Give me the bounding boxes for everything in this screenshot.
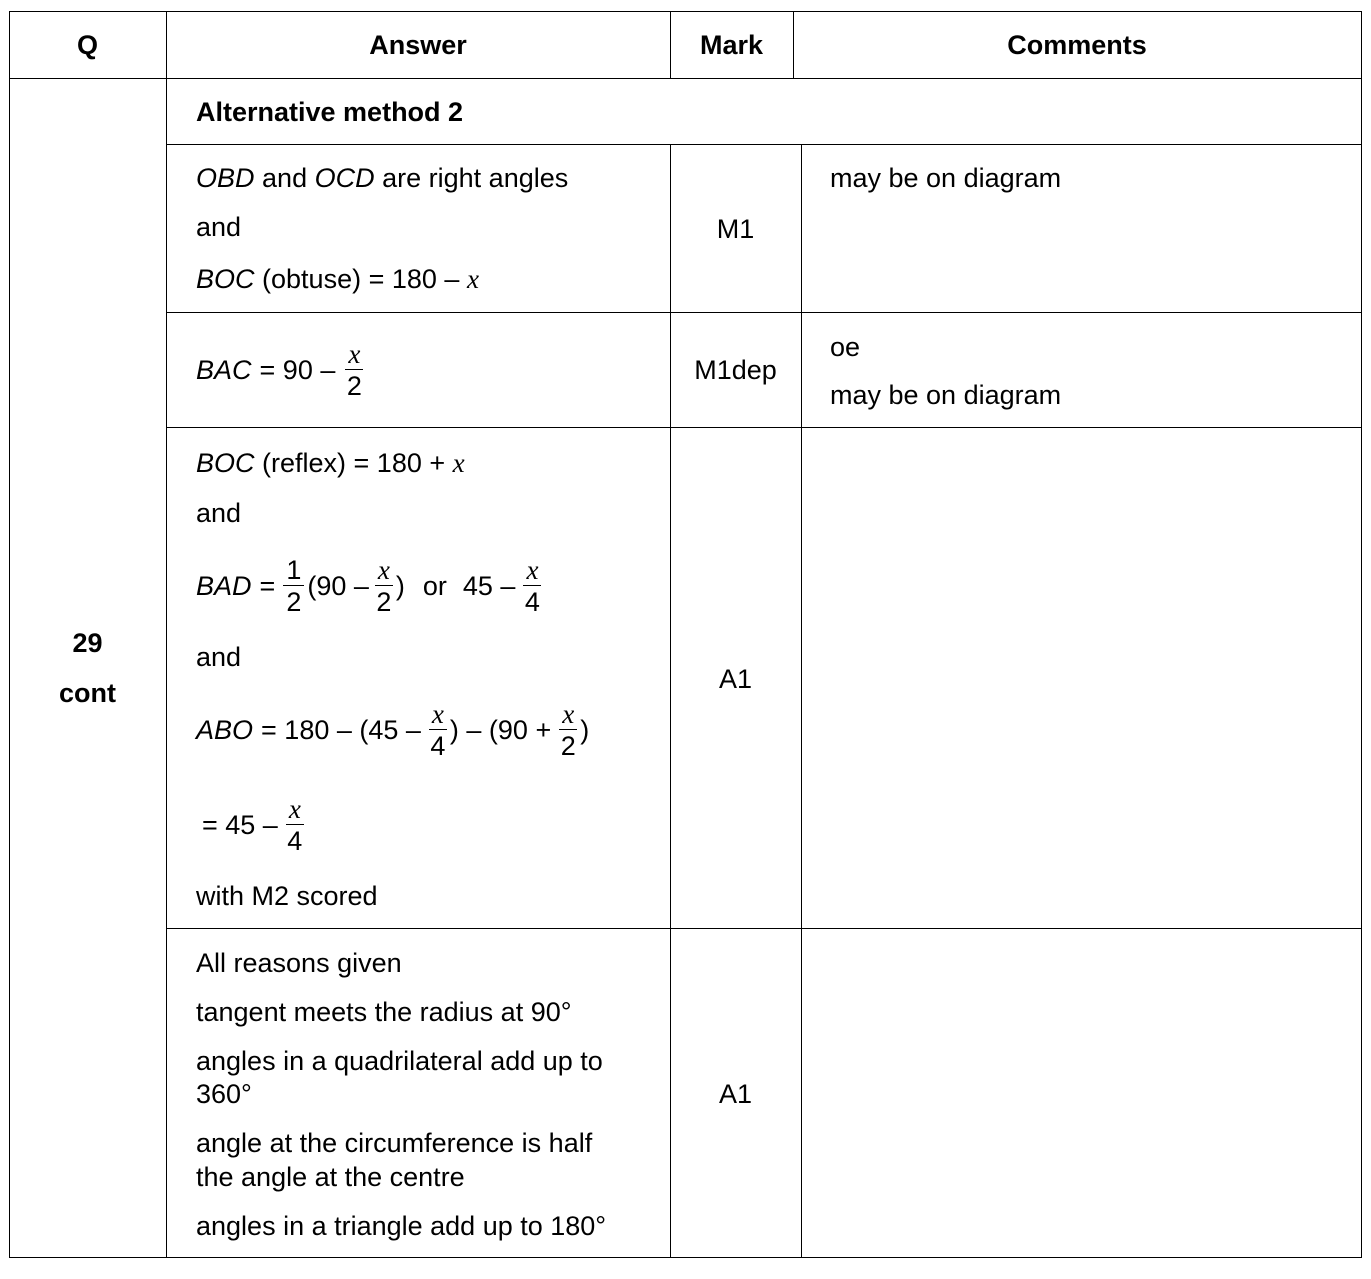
question-cont: cont <box>59 678 116 708</box>
fraction-denominator: 2 <box>560 731 576 761</box>
reasons-heading: All reasons given <box>196 948 402 978</box>
row2-equation <box>196 336 366 404</box>
angle-boc: BOC <box>196 264 255 294</box>
angle-bac: BAC <box>196 354 252 385</box>
q-column-divider <box>166 11 167 1258</box>
angle-ocd: OCD <box>314 163 375 193</box>
fraction-numerator: x <box>429 700 447 730</box>
fraction-x-over-4 <box>286 795 304 856</box>
row3-with-m2: with M2 scored <box>196 881 378 911</box>
mark-column-divider <box>801 144 802 1258</box>
bad-open-paren: (90 – <box>307 570 369 601</box>
header-bottom-border <box>9 78 1362 79</box>
table-right-border <box>1361 11 1362 1258</box>
header-q: Q <box>76 30 98 60</box>
row3-reflex-text: (reflex) = 180 + <box>262 448 446 478</box>
variable-x: x <box>466 264 479 294</box>
fraction-x-over-4 <box>523 556 541 617</box>
fraction-numerator: x <box>345 340 363 370</box>
angle-abo: ABO <box>196 714 254 745</box>
angle-boc-reflex: BOC <box>196 448 255 478</box>
row2-eq-text: = 90 – <box>259 354 336 385</box>
fraction-denominator: 2 <box>346 371 362 401</box>
row3-line1 <box>196 450 465 477</box>
row2-bottom-border <box>166 427 1362 428</box>
row3-abo-equation <box>196 696 589 764</box>
reason-circumference-2: the angle at the centre <box>196 1162 465 1192</box>
row3-bottom-border <box>166 928 1362 929</box>
reason-quadrilateral-1: angles in a quadrilateral add up to <box>196 1046 603 1076</box>
row1-line2: and <box>196 212 242 242</box>
table-top-border <box>9 11 1362 12</box>
row3-bad-equation <box>196 552 544 620</box>
angle-bad: BAD <box>196 570 252 601</box>
fraction-numerator: x <box>375 556 393 586</box>
row1-right-angles-text: are right angles <box>382 163 569 193</box>
reason-circumference-1: angle at the circumference is half <box>196 1128 593 1158</box>
question-number: 29 <box>72 628 103 658</box>
row1-obtuse-text: (obtuse) = 180 – <box>262 264 460 294</box>
reason-tangent: tangent meets the radius at 90° <box>196 997 572 1027</box>
bad-alt: 45 – <box>462 570 516 601</box>
header-comments: Comments <box>1007 30 1147 60</box>
row3-result-equation <box>202 791 307 859</box>
fraction-x-over-2 <box>559 700 577 761</box>
fraction-numerator: x <box>559 700 577 730</box>
row3-and-2: and <box>196 642 242 672</box>
row2-mark: M1dep <box>694 355 777 385</box>
table-bottom-border <box>9 1257 1362 1258</box>
fraction-denominator: 2 <box>286 587 302 617</box>
fraction-denominator: 4 <box>430 731 446 761</box>
row4-mark: A1 <box>718 1079 753 1109</box>
method-title: Alternative method 2 <box>196 97 464 127</box>
abo-part-a: = 180 – (45 – <box>261 714 421 745</box>
variable-x: x <box>452 448 465 478</box>
row2-comment-oe: oe <box>830 332 861 362</box>
row2-comment: may be on diagram <box>830 380 1062 410</box>
angle-obd: OBD <box>196 163 255 193</box>
fraction-denominator: 4 <box>287 826 303 856</box>
row1-line1 <box>196 165 568 192</box>
fraction-x-over-2 <box>345 340 363 401</box>
row3-mark: A1 <box>718 664 753 694</box>
fraction-denominator: 2 <box>376 587 392 617</box>
bad-close-paren: ) <box>395 570 405 601</box>
reason-triangle: angles in a triangle add up to 180° <box>196 1211 607 1241</box>
fraction-one-half <box>283 556 304 617</box>
fraction-numerator: x <box>286 795 304 825</box>
header-answer: Answer <box>369 30 467 60</box>
abo-part-c: ) <box>580 714 590 745</box>
fraction-numerator: 1 <box>283 556 304 586</box>
result-text: = 45 – <box>202 809 278 840</box>
row1-bottom-border <box>166 312 1362 313</box>
bad-or: or <box>422 570 447 601</box>
fraction-x-over-4 <box>429 700 447 761</box>
row1-mark: M1 <box>716 214 755 244</box>
bad-equals: = <box>259 570 276 601</box>
method-title-bottom-border <box>166 144 1362 145</box>
row1-comment: may be on diagram <box>830 163 1062 193</box>
fraction-x-over-2 <box>375 556 393 617</box>
row3-and-1: and <box>196 498 242 528</box>
fraction-denominator: 4 <box>524 587 540 617</box>
header-mark: Mark <box>699 30 764 60</box>
reason-quadrilateral-2: 360° <box>196 1079 252 1109</box>
fraction-numerator: x <box>523 556 541 586</box>
row1-line3 <box>196 266 479 293</box>
abo-part-b: ) – (90 + <box>449 714 552 745</box>
row1-and-inline: and <box>262 163 308 193</box>
